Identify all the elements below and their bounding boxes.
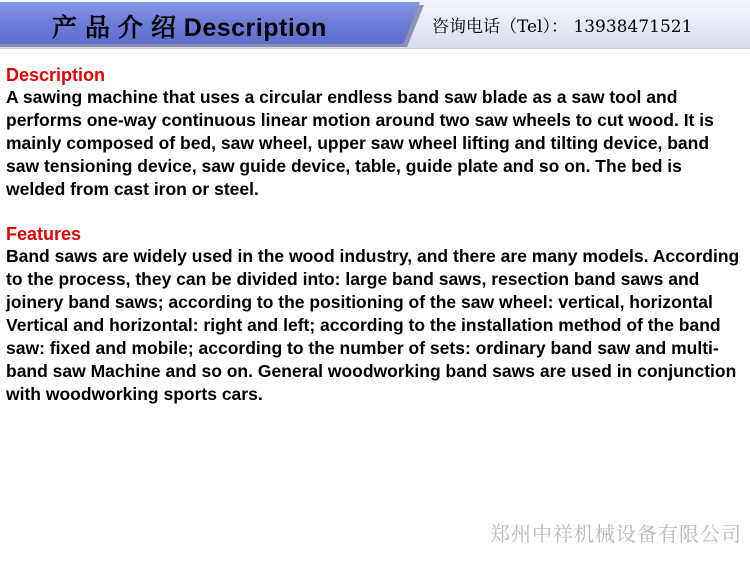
description-section xyxy=(6,64,744,201)
main-content xyxy=(6,64,744,406)
features-text: Band saws are widely used in the wood industry, and there are many models. According to the process, they can be divided into: large band saws, resection band saws and joinery band saws; according to the positioning of the saw wheel: vertical, horizontal Vertical and horizontal: right and left; according to the installation method of the band saw: fixed and mobile; according to the number of sets: ordinary band saw and multi-band saw Machine and so on. General woodworking band saws are used in conjunction with woodworking sports cars. xyxy=(6,246,740,404)
header-bar xyxy=(0,0,750,49)
company-name: 郑州中祥机械设备有限公司 xyxy=(490,522,742,546)
contact-phone: 咨询电话（Tel）： 13938471521 xyxy=(432,17,693,37)
section-spacer xyxy=(6,201,744,223)
description-heading: Description xyxy=(6,65,106,85)
description-text: A sawing machine that uses a circular endless band saw blade as a saw tool and performs one-way continuous linear motion around two saw wheels to cut wood. It is mainly composed of bed, saw wheel, upper saw wheel lifting and tilting device, band saw tensioning device, saw guide device, table, guide plate and so on. The bed is welded from cast iron or steel. xyxy=(6,87,714,199)
features-heading: Features xyxy=(6,224,82,244)
features-section xyxy=(6,223,744,406)
page-title: 产 品 介 绍 Description xyxy=(52,14,327,42)
